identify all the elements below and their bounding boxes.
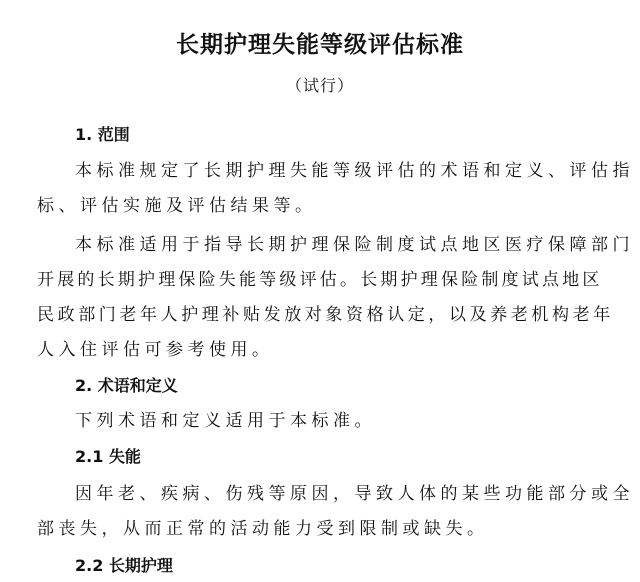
section-heading-disability: 2.1 失能 bbox=[75, 447, 141, 466]
paragraph-line: 民政部门老年人护理补贴发放对象资格认定，以及养老机构老年 bbox=[37, 305, 614, 325]
paragraph-line: 开展的长期护理保险失能等级评估。长期护理保险制度试点地区 bbox=[37, 270, 603, 290]
section-heading-terms: 2. 术语和定义 bbox=[75, 376, 178, 395]
document-title: 长期护理失能等级评估标准 bbox=[176, 32, 464, 58]
paragraph-line: 因年老、疾病、伤残等原因，导致人体的某些功能部分或全 bbox=[75, 484, 634, 504]
section-heading-long-term-care: 2.2 长期护理 bbox=[75, 556, 173, 575]
section-heading-scope: 1. 范围 bbox=[75, 125, 130, 144]
document-subtitle: （试行） bbox=[285, 76, 354, 95]
paragraph-line: 下列术语和定义适用于本标准。 bbox=[75, 411, 376, 431]
paragraph-line: 部丧失，从而正常的活动能力受到限制或缺失。 bbox=[37, 519, 489, 539]
paragraph-line: 标、评估实施及评估结果等。 bbox=[37, 196, 317, 216]
paragraph-line: 本标准规定了长期护理失能等级评估的术语和定义、评估指 bbox=[75, 161, 634, 181]
paragraph-line: 本标准适用于指导长期护理保险制度试点地区医疗保障部门 bbox=[75, 235, 634, 255]
paragraph-line: 人入住评估可参考使用。 bbox=[37, 340, 274, 360]
